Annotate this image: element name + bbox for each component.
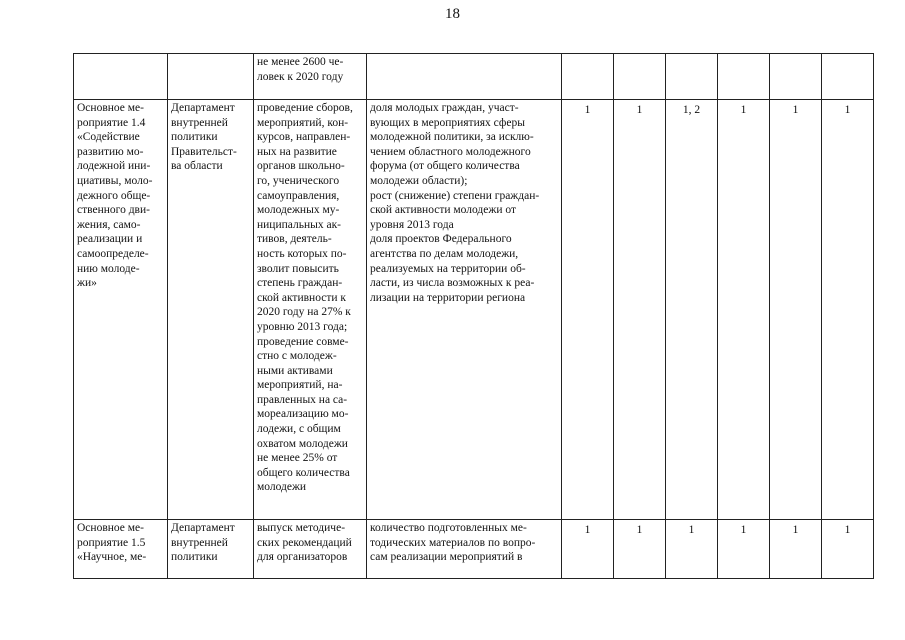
executor-cell: Департамент внутренней политики	[168, 520, 254, 579]
value-cell	[822, 54, 874, 100]
value-cell: 1, 2	[666, 100, 718, 520]
table-row	[74, 520, 874, 579]
value-cell	[614, 54, 666, 100]
page-number: 18	[445, 6, 460, 22]
value-cell: 1	[562, 520, 614, 579]
value-cell: 1	[562, 100, 614, 520]
value-cell	[770, 54, 822, 100]
value-cell	[562, 54, 614, 100]
expected-result-cell: выпуск методиче- ских рекомендаций для организаторов	[254, 520, 367, 579]
indicator-cell: доля молодых граждан, участ- вующих в мероприятиях сферы молодежной политики, за исклю- чением областного молодежного форума (от общего количества молодежи области); рост (снижение) степени граждан- ской активности молодежи от уровня 2013 года доля проектов Федерального агентства по делам молодежи, реализуемых на территории об- ласти, из числа возможных к реа- лизации на территории региона	[367, 100, 562, 520]
expected-result-cell: проведение сборов, мероприятий, кон- курсов, направлен- ных на развитие органов школьно- го, ученического самоуправления, молодежных му- ниципальных ак- тивов, деятель- ность которых по- зволит повысить степень граждан- ской активности к 2020 году на 27% к уровню 2013 года; проведение совме- стно с молодеж- ными активами мероприятий, на- правленных на са- мореализацию мо- лодежи, с общим охватом молодежи не менее 25% от общего количества молодежи	[254, 100, 367, 520]
value-cell: 1	[822, 520, 874, 579]
executor-cell	[168, 54, 254, 100]
event-name-cell: Основное ме- роприятие 1.5 «Научное, ме-	[74, 520, 168, 579]
value-cell: 1	[718, 520, 770, 579]
value-cell: 1	[614, 100, 666, 520]
value-cell	[718, 54, 770, 100]
value-cell: 1	[770, 100, 822, 520]
event-name-cell: Основное ме- роприятие 1.4 «Содействие развитию мо- лодежной ини- циативы, моло- дежного обще- ственного дви- жения, само- реализации и самоопределе- нию молоде- жи»	[74, 100, 168, 520]
value-cell: 1	[822, 100, 874, 520]
program-table	[73, 53, 874, 579]
value-cell: 1	[614, 520, 666, 579]
value-cell: 1	[666, 520, 718, 579]
executor-cell: Департамент внутренней политики Правительст- ва области	[168, 100, 254, 520]
expected-result-cell: не менее 2600 че- ловек к 2020 году	[254, 54, 367, 100]
value-cell: 1	[770, 520, 822, 579]
event-name-cell	[74, 54, 168, 100]
table-row	[74, 100, 874, 520]
indicator-cell: количество подготовленных ме- тодических материалов по вопро- сам реализации мероприятий в	[367, 520, 562, 579]
table-row	[74, 54, 874, 100]
value-cell: 1	[718, 100, 770, 520]
indicator-cell	[367, 54, 562, 100]
value-cell	[666, 54, 718, 100]
